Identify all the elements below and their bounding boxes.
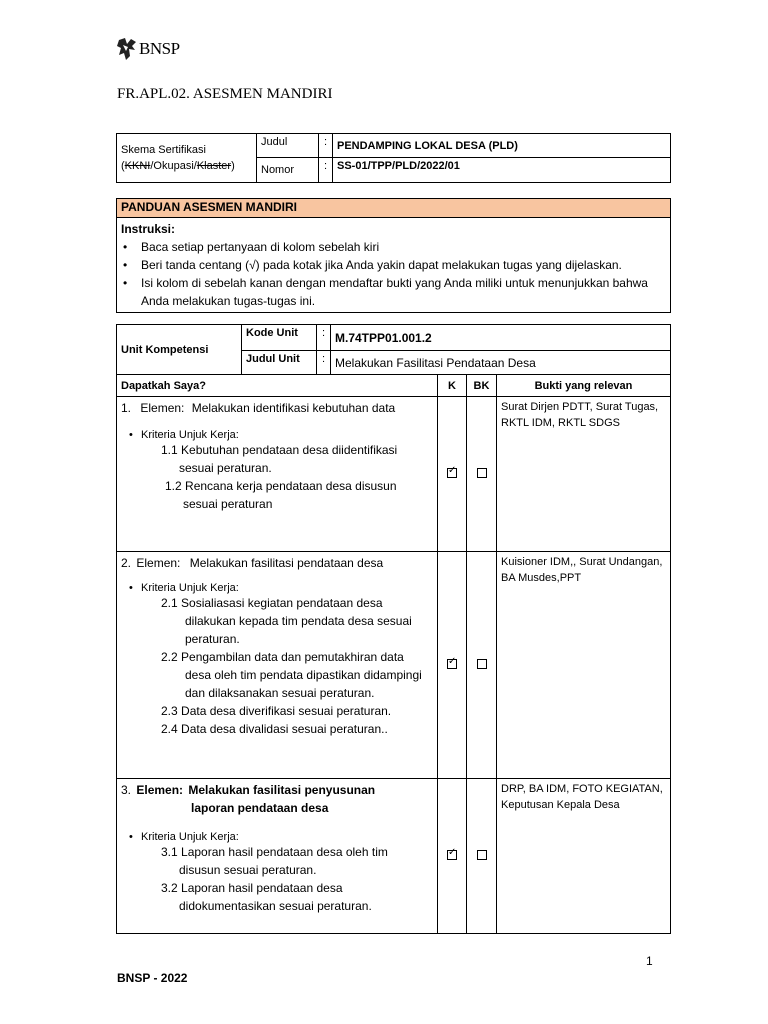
bk-checkbox[interactable] [477,468,487,478]
element-row [117,552,671,779]
k-checkbox[interactable] [447,659,457,669]
k-cell [438,397,467,552]
element-label: Elemen: [140,401,185,415]
judul-label: Judul [257,134,319,158]
col-bukti-header: Bukti yang relevan [497,375,671,397]
element-number: 2. [121,556,132,570]
bk-cell [467,779,497,934]
judul-colon: : [319,134,333,158]
bk-checkbox[interactable] [477,850,487,860]
criteria-item: 2.2 Pengambilan data dan pemutakhiran data desa oleh tim pendata dipastikan didampingi dan dilaksanakan sesuai peraturan. [161,650,422,700]
kuk-label: • Kriteria Unjuk Kerja: [121,429,433,441]
nomor-colon: : [319,158,333,183]
kode-unit-value: M.74TPP01.001.2 [331,325,671,351]
criteria-item: 1.2 Rencana kerja pendataan desa disusun sesuai peraturan [165,479,397,511]
k-cell [438,779,467,934]
bukti-cell[interactable]: Surat Dirjen PDTT, Surat Tugas, RKTL IDM, RKTL SDGS [497,397,671,552]
bk-checkbox[interactable] [477,659,487,669]
criteria-item: 2.1 Sosialiasasi kegiatan pendataan desa dilakukan kepada tim pendata desa sesuai peraturan. [161,596,412,646]
bnsp-logo [116,34,196,64]
bk-cell [467,397,497,552]
instruction-item: • Isi kolom di sebelah kanan dengan mendaftar bukti yang Anda miliki untuk menunjukkan bahwa Anda melakukan tugas-tugas ini. [121,274,666,310]
k-cell [438,552,467,779]
judul-unit-label: Judul Unit [242,351,317,375]
scheme-label: Skema Sertifikasi [121,144,206,156]
kuk-list [121,429,433,441]
col-question-header: Dapatkah Saya? [117,375,438,397]
element-cell [117,397,438,552]
instruction-item: • Beri tanda centang (√) pada kotak jika Anda yakin dapat melakukan tugas yang dijelaskan. [121,256,666,274]
unit-table [116,324,671,934]
guide-box [116,198,671,313]
scheme-okupasi: /Okupasi/ [150,160,197,172]
judul-value: PENDAMPING LOKAL DESA (PLD) [333,134,671,158]
kode-unit-label: Kode Unit [242,325,317,351]
judul-unit-colon: : [317,351,331,375]
element-cell [117,552,438,779]
element-title: Melakukan identifikasi kebutuhan data [191,401,396,415]
kuk-label: • Kriteria Unjuk Kerja: [121,582,433,594]
element-title: Melakukan fasilitasi penyusunan laporan pendataan desa [188,783,376,815]
unit-label: Unit Kompetensi [117,325,242,375]
kuk-list [121,582,433,594]
element-label: Elemen: [136,783,184,797]
judul-unit-value: Melakukan Fasilitasi Pendataan Desa [331,351,671,375]
scheme-type: (KKNI/Okupasi/Klaster) [121,160,235,172]
element-number: 3. [121,783,132,797]
element-label: Elemen: [136,556,181,570]
k-checkbox[interactable] [447,850,457,860]
criteria-item: 2.3 Data desa diverifikasi sesuai peraturan. [161,704,392,718]
instruction-list [121,238,666,310]
criteria-item: 3.2 Laporan hasil pendataan desa didokumentasikan sesuai peraturan. [161,881,372,913]
element-cell [117,779,438,934]
element-heading [121,554,433,572]
kode-colon: : [317,325,331,351]
nomor-label: Nomor [257,158,319,183]
footer-text: BNSP - 2022 [117,971,188,985]
criteria-item: 2.4 Data desa divalidasi sesuai peraturan.. [161,722,388,736]
logo-text: BNSP [139,39,180,58]
instruction-label: Instruksi: [121,222,176,236]
scheme-klaster: Klaster [196,160,232,172]
document-title: FR.APL.02. ASESMEN MANDIRI [117,86,333,102]
page-number: 1 [646,954,653,968]
bukti-cell[interactable]: DRP, BA IDM, FOTO KEGIATAN, Keputusan Kepala Desa [497,779,671,934]
scheme-table [116,133,671,183]
scheme-kkni: KKNI [124,160,151,172]
element-row [117,779,671,934]
col-bk-header: BK [467,375,497,397]
k-checkbox[interactable] [447,468,457,478]
col-k-header: K [438,375,467,397]
element-heading [121,399,433,417]
element-row [117,397,671,552]
criteria-item: 1.1 Kebutuhan pendataan desa diidentifikasi sesuai peraturan. [161,443,398,475]
element-title: Melakukan fasilitasi pendataan desa [189,556,384,570]
kuk-label: • Kriteria Unjuk Kerja: [121,831,433,843]
guide-body [117,218,670,312]
instruction-item: • Baca setiap pertanyaan di kolom sebelah kiri [121,238,666,256]
criteria-item: 3.1 Laporan hasil pendataan desa oleh tim disusun sesuai peraturan. [161,845,388,877]
garuda-emblem-icon [116,36,138,62]
guide-title: PANDUAN ASESMEN MANDIRI [117,199,670,218]
nomor-value: SS-01/TPP/PLD/2022/01 [333,158,671,183]
element-heading [121,781,433,817]
kuk-list [121,831,433,843]
bukti-cell[interactable]: Kuisioner IDM,, Surat Undangan, BA Musdes,PPT [497,552,671,779]
scheme-label-cell [117,134,257,183]
element-number: 1. [121,401,132,415]
bk-cell [467,552,497,779]
